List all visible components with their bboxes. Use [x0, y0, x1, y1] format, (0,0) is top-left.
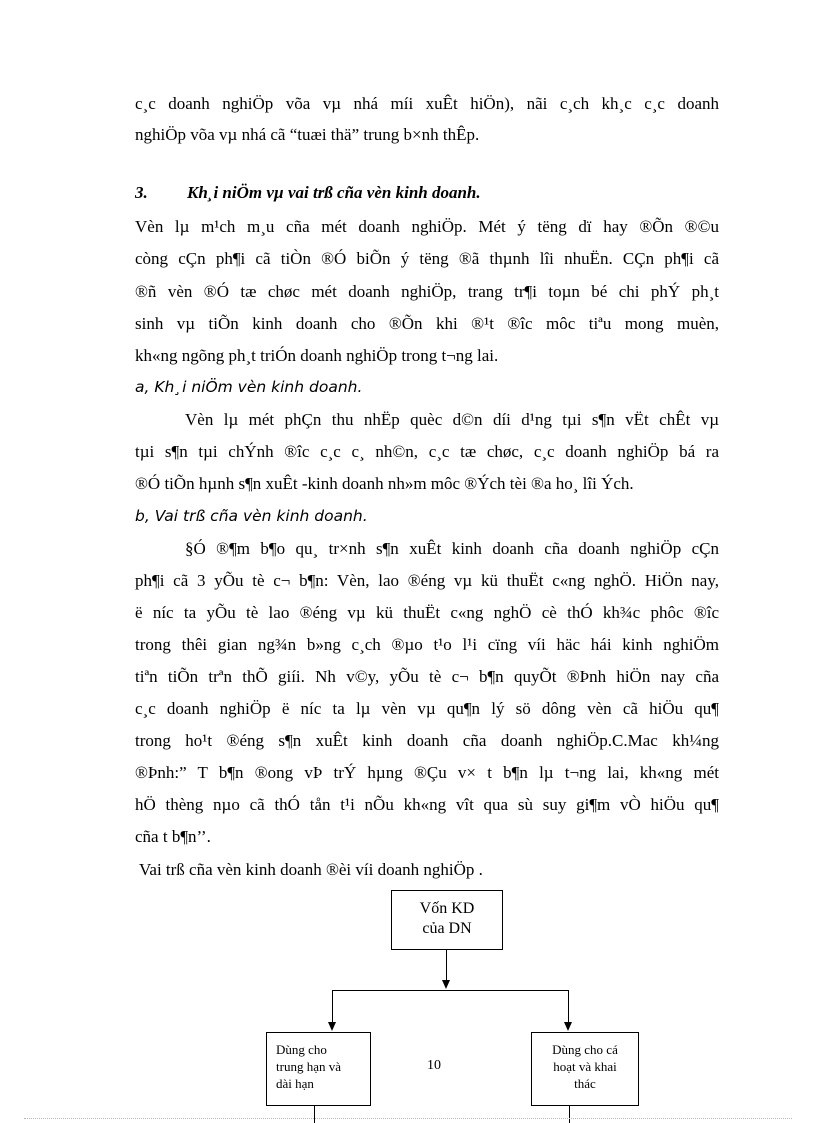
connector-line: [332, 990, 333, 1024]
diagram-right-box-line: thác: [574, 1076, 596, 1091]
text-line: sinh vµ tiÕn kinh doanh cho ®Õn khi ®¹t ®îc môc tiªu mong muèn,: [135, 314, 719, 333]
text-line: Vèn lµ mét phÇn thu nhËp quèc d©n díi d¹ng tµi s¶n vËt chÊt vµ: [185, 410, 719, 429]
diagram-right-box-line: Dùng cho cá: [552, 1042, 618, 1057]
text-line: tµi s¶n tµi chÝnh ®îc c¸c c¸ nh©n, c¸c tæ chøc, c¸c doanh nghiÖp bá ra: [135, 442, 719, 461]
text-line: tiªn tiÕn trªn thÕ giíi. Nh v©y, yÕu tè c¬ b¶n quyÕt ®Þnh hiÖn nay cña: [135, 667, 719, 686]
text-line: c¸c doanh nghiÖp ë níc ta lµ vèn vµ qu¶n lý sö dông vèn cã hiÖu qu¶: [135, 699, 719, 718]
subheading-b: b, Vai trß cña vèn kinh doanh.: [135, 507, 368, 525]
text-line: §Ó ®¶m b¶o qu¸ tr×nh s¶n xuÊt kinh doanh cña doanh nghiÖp cÇn: [185, 539, 719, 558]
section-number: 3.: [135, 183, 148, 202]
arrow-down-icon: [564, 1022, 572, 1031]
text-line: ph¶i cã 3 yÕu tè c¬ b¶n: Vèn, lao ®éng vµ kü thuËt c«ng nghÖ. HiÖn nay,: [135, 571, 719, 590]
text-line: ë níc ta yÕu tè lao ®éng vµ kü thuËt c«ng nghÖ cè thÓ kh¾c phôc ®îc: [135, 603, 719, 622]
diagram-left-box-line: dài hạn: [276, 1076, 314, 1091]
section-heading: [135, 183, 719, 203]
text-line: trong ho¹t ®éng s¶n xuÊt kinh doanh cña doanh nghiÖp.C.Mac kh¼ng: [135, 731, 719, 750]
page-divider: [24, 1118, 792, 1119]
diagram-left-box-line: Dùng cho: [276, 1042, 327, 1057]
text-line: Vèn lµ m¹ch m¸u cña mét doanh nghiÖp. Mét ý tëng dï hay ®Õn ®©u: [135, 217, 719, 236]
connector-line: [446, 950, 447, 982]
arrow-down-icon: [442, 980, 450, 989]
text-line: c¸c doanh nghiÖp võa vµ nhá míi xuÊt hiÖn), nãi c¸ch kh¸c c¸c doanh: [135, 94, 719, 113]
diagram-top-box: [391, 890, 503, 950]
diagram-top-box-line: Vốn KD: [419, 900, 475, 917]
text-line: nghiÖp võa vµ nhá cã “tuæi thä” trung b×nh thÊp.: [135, 125, 480, 144]
diagram-right-box-line: hoạt và khai: [553, 1059, 617, 1074]
diagram-right-box: [531, 1032, 639, 1106]
arrow-down-icon: [328, 1022, 336, 1031]
connector-line: [569, 1106, 570, 1123]
text-line: cña t b¶n’’.: [135, 827, 211, 846]
page-number: 10: [427, 1058, 441, 1073]
text-line: ®Þnh:” T b¶n ®ong vÞ trÝ hµng ®Çu v× t b¶n lµ t¬ng lai, kh«ng mét: [135, 763, 719, 782]
diagram-caption: Vai trß cña vèn kinh doanh ®èi víi doanh nghiÖp .: [139, 860, 483, 879]
section-title: Kh¸i niÖm vµ vai trß cña vèn kinh doanh.: [187, 183, 481, 202]
text-line: kh«ng ngõng ph¸t triÓn doanh nghiÖp trong t¬ng lai.: [135, 346, 499, 365]
text-line: hÖ thèng nµo cã thÓ tån t¹i nÕu kh«ng vît qua sù suy gi¶m vÒ hiÖu qu¶: [135, 795, 719, 814]
connector-line: [314, 1106, 315, 1123]
text-line: còng cÇn ph¶i cã tiÒn ®Ó biÕn ý tëng ®ã thµnh lîi nhuËn. CÇn ph¶i cã: [135, 249, 719, 268]
subheading-a: a, Kh¸i niÖm vèn kinh doanh.: [135, 378, 363, 396]
diagram-left-box: [266, 1032, 371, 1106]
diagram-top-box-line: của DN: [422, 920, 472, 937]
diagram-left-box-line: trung hạn và: [276, 1059, 341, 1074]
text-line: ®ñ vèn ®Ó tæ chøc mét doanh nghiÖp, trang tr¶i toµn bé chi phÝ ph¸t: [135, 282, 719, 301]
text-line: trong thêi gian ng¾n b»ng c¸ch ®µo t¹o l¹i cïng víi häc hái kinh nghiÖm: [135, 635, 719, 654]
connector-line: [332, 990, 568, 991]
text-line: ®Ó tiÕn hµnh s¶n xuÊt -kinh doanh nh»m môc ®Ých tèi ®a ho¸ lîi Ých.: [135, 474, 634, 493]
connector-line: [568, 990, 569, 1024]
